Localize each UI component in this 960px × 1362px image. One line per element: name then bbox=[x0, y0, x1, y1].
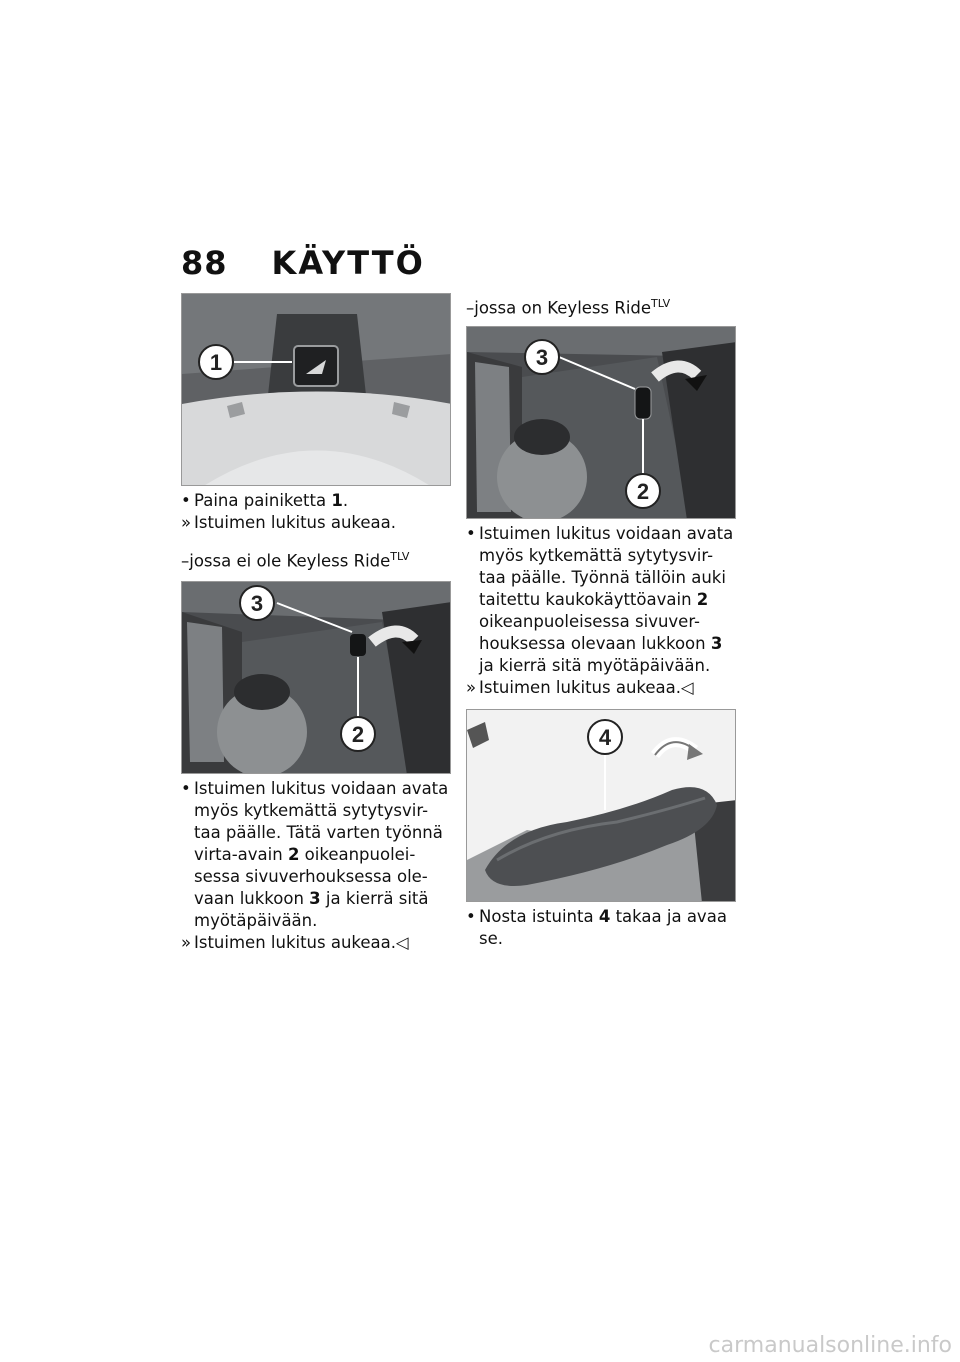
result-mark: » bbox=[181, 932, 192, 952]
step-press-button: • Paina painiketta 1. bbox=[181, 491, 349, 510]
bullet-mark: • bbox=[466, 906, 476, 926]
watermark: carmanualsonline.info bbox=[708, 1333, 952, 1358]
condition-no-keyless: –jossa ei ole Keyless Ride$^{TLV}$ bbox=[181, 550, 410, 571]
callout-label: 4 bbox=[598, 724, 612, 750]
left-column bbox=[181, 293, 453, 954]
chapter-title: KÄYTTÖ bbox=[271, 244, 425, 282]
callout-label: 1 bbox=[209, 350, 223, 375]
page-header bbox=[181, 244, 425, 284]
right-column bbox=[466, 293, 738, 950]
photo-side-lock-keyless bbox=[466, 326, 736, 519]
photo-side-lock-key bbox=[181, 581, 451, 774]
callout-label: 3 bbox=[250, 590, 264, 616]
photo-seat-lift bbox=[466, 709, 736, 902]
bullet-mark: • bbox=[181, 491, 191, 510]
page-number: 88 bbox=[181, 244, 228, 282]
step-lift-seat: • Nosta istuinta 4 takaa ja avaa se. bbox=[466, 906, 727, 948]
condition-keyless: –jossa on Keyless Ride$^{TLV}$ bbox=[466, 297, 671, 318]
callout-label: 2 bbox=[636, 478, 650, 504]
callout-label: 2 bbox=[351, 721, 365, 747]
result-seat-unlocked: » Istuimen lukitus aukeaa.◁ bbox=[181, 932, 409, 952]
step-unlock-without-ignition: • Istuimen lukitus voidaan avata myös kytkemättä sytytysvir- taa päälle. Tätä varten työnnä virta-avain 2 oikeanpuolei- sessa sivuverhouksessa ole- vaan lukkoon 3 ja kierrä sitä myötäpäivään. bbox=[181, 778, 449, 930]
result-seat-unlocked: » Istuimen lukitus aukeaa. bbox=[181, 513, 397, 532]
photo-seat-button bbox=[181, 293, 451, 486]
bullet-mark: • bbox=[466, 523, 476, 543]
bullet-mark: • bbox=[181, 778, 191, 798]
step-unlock-keyless: • Istuimen lukitus voidaan avata myös kytkemättä sytytysvir- taa päälle. Työnnä tällöin auki taitettu kaukokäyttöavain 2 oikeanpuoleisessa sivuver- houksessa olevaan lukkoon 3 ja kierrä sitä myötäpäivään. bbox=[466, 523, 734, 675]
result-mark: » bbox=[181, 513, 192, 532]
result-seat-unlocked: » Istuimen lukitus aukeaa.◁ bbox=[466, 677, 694, 697]
result-mark: » bbox=[466, 677, 477, 697]
callout-label: 3 bbox=[535, 344, 549, 370]
